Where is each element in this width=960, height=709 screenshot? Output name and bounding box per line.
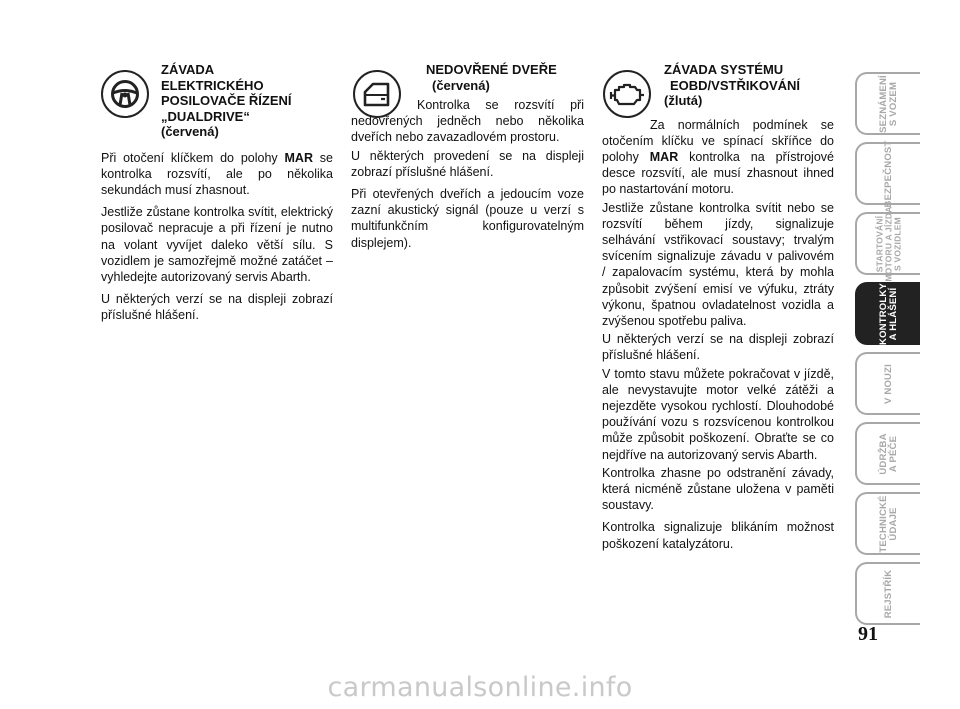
steering-paragraph-2: Jestliže zůstane kontrolka svítit, elektrický posilovač nepracuje a při řízení je nutno na volant vyvíjet daleko větší sílu. S vozidlem je samozřejmě možné zatáčet – vyhledejte autorizovaný servis Abarth. bbox=[101, 205, 333, 284]
tab-label: TECHNICKÉ ÚDAJE bbox=[877, 494, 899, 553]
doors-heading bbox=[351, 62, 584, 93]
engine-paragraph-2: Jestliže zůstane kontrolka svítit nebo se rozsvítí během jízdy, signalizuje selhávání vstřikovací soustavy; trvalým svícením signalizuje závadu v palivovém / zapalovacím systému, která by mohla způsobit zvýšení emisí ve výfuku, ztráty výkonu, špatnou ovladatelnost vozidla a zvýšenou spotřebu paliva. bbox=[602, 200, 834, 328]
heading-line: (červená) bbox=[432, 77, 490, 93]
steering-paragraph-3: U některých verzí se na displeji zobrazí příslušné hlášení. bbox=[101, 292, 333, 323]
tab-label: BEZPEČNOST bbox=[882, 140, 894, 207]
steering-paragraph-1: Při otočení klíčkem do polohy MAR se kontrolka rozsvítí, ale po několika sekundách musí zhasnout. bbox=[101, 150, 333, 197]
tab-seznameni[interactable] bbox=[855, 72, 920, 135]
tab-label: SEZNÁMENÍ S VOZEM bbox=[877, 74, 899, 133]
heading-line: (žlutá) bbox=[664, 93, 703, 108]
chapter-tabs bbox=[855, 72, 920, 632]
tab-label: STARTOVÁNÍ MOTORU A JÍZDA S VOZIDLEM bbox=[874, 205, 902, 282]
tab-label: ÚDRŽBA A PÉČE bbox=[877, 432, 899, 475]
doors-paragraph-1: Kontrolka se rozsvítí při nedovřených jedněch nebo několika dveřích nebo zavazadlovém prostoru. bbox=[351, 98, 584, 145]
tab-technicke[interactable] bbox=[855, 492, 920, 555]
tab-udrzba[interactable] bbox=[855, 422, 920, 485]
tab-startovani[interactable] bbox=[855, 205, 920, 282]
heading-line: NEDOVŘENÉ DVEŘE bbox=[426, 62, 557, 77]
column-doors bbox=[351, 62, 584, 257]
tab-label: REJSTŘÍK bbox=[882, 569, 894, 618]
heading-line: (červená) bbox=[161, 124, 219, 139]
engine-heading bbox=[602, 62, 834, 109]
tab-label: V NOUZI bbox=[882, 363, 894, 404]
tab-kontrolky[interactable] bbox=[855, 282, 920, 345]
heading-line: ZÁVADA SYSTÉMU bbox=[664, 62, 784, 77]
column-steering bbox=[101, 62, 333, 330]
heading-line: „DUALDRIVE“ bbox=[161, 108, 250, 124]
engine-paragraph-1: Za normálních podmínek se otočením klíčku ve spínací skříňce do polohy MAR kontrolka na přístrojové desce rozsvítí, ale musí zhasnout ihned po nastartování motoru. bbox=[602, 117, 834, 197]
tab-bezpecnost[interactable] bbox=[855, 142, 920, 205]
watermark: carmanualsonline.info bbox=[327, 672, 633, 703]
tab-label: KONTROLKY A HLÁŠENÍ bbox=[877, 282, 899, 345]
heading-line: POSILOVAČE ŘÍZENÍ bbox=[161, 93, 292, 108]
doors-paragraph-3: Při otevřených dveřích a jedoucím voze zazní akustický signál (pouze u verzí s multifunkčním konfigurovatelným displejem). bbox=[351, 187, 584, 250]
doors-paragraph-2: U některých provedení se na displeji zobrazí příslušné hlášení. bbox=[351, 148, 584, 179]
engine-paragraph-4: V tomto stavu můžete pokračovat v jízdě, ale nevystavujte motor velké zátěži a nejezděte vysokou rychlostí. Dlouhodobé používání vozu s rozsvícenou kontrolkou může způsobit poškození. Obraťte se co nejdříve na autorizovaný servis Abarth. bbox=[602, 366, 834, 462]
tab-v-nouzi[interactable] bbox=[855, 352, 920, 415]
engine-paragraph-3: U některých verzí se na displeji zobrazí příslušné hlášení. bbox=[602, 332, 834, 363]
heading-line: ZÁVADA bbox=[161, 62, 215, 77]
heading-line: ELEKTRICKÉHO bbox=[161, 77, 264, 93]
engine-paragraph-5: Kontrolka zhasne po odstranění závady, která nicméně zůstane uložena v paměti soustavy. bbox=[602, 465, 834, 513]
column-engine bbox=[602, 62, 834, 558]
tab-rejstrik[interactable] bbox=[855, 562, 920, 625]
steering-heading bbox=[101, 62, 333, 140]
heading-line: EOBD/VSTŘIKOVÁNÍ bbox=[670, 77, 801, 93]
engine-paragraph-6: Kontrolka signalizuje blikáním možnost poškození katalyzátoru. bbox=[602, 520, 834, 551]
page-number: 91 bbox=[858, 623, 878, 645]
